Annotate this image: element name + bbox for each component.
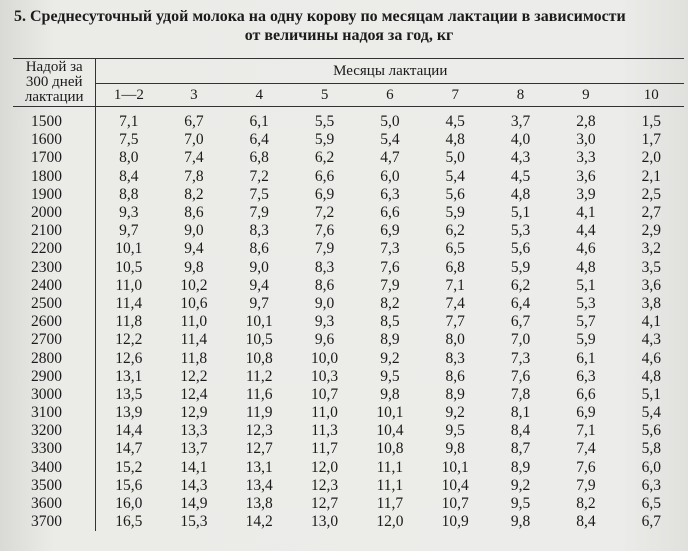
table-header (13, 59, 684, 107)
value-cell: 9,0 (249, 258, 269, 276)
month-header-cell: 6 (386, 86, 394, 103)
value-cell: 11,9 (245, 404, 273, 422)
yield-cell: 2800 (13, 349, 96, 367)
value-cell: 2,7 (641, 204, 661, 222)
value-cell: 9,2 (380, 349, 400, 367)
value-cell: 9,5 (380, 367, 400, 385)
value-cell: 8,0 (445, 331, 465, 349)
value-cell: 6,9 (576, 404, 596, 422)
value-cell: 6,9 (380, 222, 400, 240)
value-cell: 11,4 (180, 331, 208, 349)
value-cell: 12,4 (180, 385, 208, 403)
value-cell: 9,7 (119, 222, 139, 240)
value-cell: 10,1 (376, 404, 404, 422)
value-cell: 7,0 (510, 331, 531, 349)
value-cell: 11,3 (311, 422, 338, 440)
value-cell: 7,6 (510, 367, 531, 385)
value-cell: 10,8 (376, 440, 404, 458)
value-cell: 14,3 (180, 476, 208, 494)
milk-yield-table (13, 58, 684, 531)
value-cell: 5,4 (380, 131, 400, 149)
table-title (14, 7, 684, 45)
table-row (13, 368, 684, 386)
value-cell: 7,2 (249, 167, 269, 185)
value-cell: 4,6 (641, 349, 661, 367)
value-cell: 10,5 (115, 258, 143, 276)
month-header-cell: 1—2 (113, 86, 144, 103)
table-row (13, 295, 684, 313)
value-cell: 12,6 (115, 349, 143, 367)
value-cell: 10,4 (441, 476, 469, 494)
value-cell: 14,4 (115, 422, 143, 440)
value-cell: 7,1 (119, 113, 139, 131)
value-cell: 8,8 (119, 185, 139, 203)
value-cell: 9,8 (445, 440, 465, 458)
value-cell: 4,1 (576, 204, 596, 222)
value-cell: 1,5 (641, 113, 661, 131)
value-cell: 7,3 (510, 349, 531, 367)
value-cell: 13,0 (311, 513, 339, 531)
table-row (13, 131, 684, 149)
value-cell: 6,9 (314, 185, 335, 203)
value-cell: 3,6 (576, 167, 596, 185)
value-cell: 6,7 (184, 113, 204, 131)
value-cell: 8,4 (510, 422, 531, 440)
table-row (13, 422, 684, 440)
yield-header-line: 300 дней (25, 74, 83, 90)
value-cell: 9,8 (510, 513, 531, 531)
value-cell: 2,1 (641, 167, 661, 185)
value-cell: 6,5 (445, 240, 465, 258)
table-row (13, 386, 684, 404)
value-cell: 11,6 (245, 385, 273, 403)
month-header-cell: 7 (451, 86, 459, 103)
yield-cell: 2400 (13, 277, 96, 295)
value-cell: 7,9 (380, 276, 400, 294)
value-cell: 6,7 (510, 313, 531, 331)
value-cell: 10,2 (180, 276, 208, 294)
value-cell: 5,9 (445, 204, 465, 222)
value-cell: 8,9 (445, 385, 465, 403)
value-cell: 5,3 (576, 294, 596, 312)
value-cell: 13,5 (115, 385, 143, 403)
value-cell: 13,9 (115, 404, 143, 422)
value-cell: 8,6 (249, 240, 269, 258)
value-cell: 8,6 (314, 276, 335, 294)
value-cell: 7,8 (184, 167, 204, 185)
value-cell: 9,4 (184, 240, 204, 258)
months-group-header: Месяцы лактации (96, 59, 684, 84)
value-cell: 8,4 (119, 167, 139, 185)
yield-column-header (13, 59, 96, 107)
value-cell: 10,3 (311, 367, 339, 385)
table-row (13, 440, 684, 458)
value-cell: 8,0 (119, 149, 139, 167)
value-cell: 7,7 (445, 313, 465, 331)
value-cell: 12,9 (180, 404, 208, 422)
table-row (13, 259, 684, 277)
value-cell: 6,0 (641, 458, 661, 476)
value-cell: 9,8 (184, 258, 204, 276)
yield-cell: 3500 (13, 477, 96, 495)
value-cell: 13,4 (245, 476, 273, 494)
yield-cell: 2700 (13, 331, 96, 349)
value-cell: 12,7 (311, 495, 339, 513)
value-cell: 5,9 (314, 131, 335, 149)
value-cell: 8,3 (445, 349, 465, 367)
value-cell: 13,1 (245, 458, 273, 476)
yield-cell: 3300 (13, 440, 96, 458)
value-cell: 5,6 (510, 240, 531, 258)
value-cell: 14,7 (115, 440, 143, 458)
value-cell: 4,8 (510, 185, 531, 203)
value-cell: 16,0 (115, 495, 143, 513)
table-row (13, 477, 684, 495)
table-row (13, 240, 684, 258)
value-cell: 5,8 (641, 440, 661, 458)
yield-cell: 2900 (13, 368, 96, 386)
value-cell: 6,3 (576, 367, 596, 385)
table-row (13, 513, 684, 531)
value-cell: 6,1 (576, 349, 596, 367)
value-cell: 12,0 (311, 458, 339, 476)
yield-header-line: лактации (24, 89, 84, 105)
value-cell: 15,2 (115, 458, 143, 476)
value-cell: 10,7 (311, 385, 339, 403)
value-cell: 3,2 (641, 240, 661, 258)
value-cell: 11,2 (245, 367, 273, 385)
value-cell: 10,0 (311, 349, 339, 367)
value-cell: 10,6 (180, 294, 208, 312)
value-cell: 7,6 (380, 258, 400, 276)
value-cell: 14,9 (180, 495, 208, 513)
yield-cell: 3000 (13, 386, 96, 404)
table-row (13, 186, 684, 204)
value-cell: 9,2 (445, 404, 465, 422)
yield-cell: 3700 (13, 513, 96, 531)
value-cell: 3,9 (576, 185, 596, 203)
value-cell: 4,0 (510, 131, 531, 149)
yield-cell: 1900 (13, 186, 96, 204)
table-row (13, 107, 684, 132)
value-cell: 8,9 (380, 331, 400, 349)
value-cell: 8,3 (314, 258, 335, 276)
yield-cell: 2300 (13, 259, 96, 277)
value-cell: 6,0 (380, 167, 400, 185)
value-cell: 2,5 (641, 185, 661, 203)
yield-cell: 3200 (13, 422, 96, 440)
value-cell: 7,6 (314, 222, 335, 240)
yield-cell: 2000 (13, 204, 96, 222)
value-cell: 3,0 (576, 131, 596, 149)
table-row (13, 149, 684, 167)
yield-cell: 1500 (13, 107, 96, 132)
value-cell: 4,8 (641, 367, 661, 385)
value-cell: 12,3 (311, 476, 339, 494)
value-cell: 11,8 (180, 349, 208, 367)
value-cell: 11,7 (376, 495, 404, 513)
table-row (13, 495, 684, 513)
value-cell: 4,7 (380, 149, 400, 167)
month-header-row (13, 84, 684, 107)
yield-cell: 1800 (13, 168, 96, 186)
value-cell: 5,1 (641, 385, 661, 403)
value-cell: 5,3 (510, 222, 531, 240)
value-cell: 7,9 (576, 476, 596, 494)
value-cell: 7,9 (249, 204, 269, 222)
value-cell: 12,2 (115, 331, 143, 349)
value-cell: 6,2 (445, 222, 465, 240)
value-cell: 7,4 (184, 149, 204, 167)
value-cell: 6,6 (380, 204, 400, 222)
value-cell: 6,6 (314, 167, 335, 185)
value-cell: 1,7 (641, 131, 661, 149)
value-cell: 7,1 (576, 422, 596, 440)
value-cell: 10,1 (441, 458, 469, 476)
value-cell: 13,3 (180, 422, 208, 440)
month-header-cell: 3 (190, 86, 198, 103)
value-cell: 8,2 (184, 185, 204, 203)
value-cell: 2,8 (576, 113, 596, 131)
value-cell: 9,3 (314, 313, 335, 331)
value-cell: 7,6 (576, 458, 596, 476)
value-cell: 9,0 (184, 222, 204, 240)
value-cell: 3,3 (576, 149, 596, 167)
title-line-2: от величины надоя за год, кг (244, 27, 454, 44)
value-cell: 7,5 (119, 131, 139, 149)
value-cell: 9,2 (510, 476, 531, 494)
table-row (13, 349, 684, 367)
value-cell: 6,2 (314, 149, 335, 167)
value-cell: 10,1 (245, 313, 273, 331)
value-cell: 11,0 (115, 276, 143, 294)
yield-cell: 1700 (13, 149, 96, 167)
table-row (13, 459, 684, 477)
value-cell: 5,4 (641, 404, 661, 422)
value-cell: 5,0 (445, 149, 465, 167)
yield-cell: 2200 (13, 240, 96, 258)
month-header-cell: 9 (582, 86, 590, 103)
value-cell: 11,1 (376, 476, 404, 494)
value-cell: 11,0 (180, 313, 208, 331)
month-header-cell: 5 (320, 86, 329, 103)
table-row (13, 204, 684, 222)
value-cell: 4,3 (510, 149, 531, 167)
value-cell: 10,7 (441, 495, 469, 513)
value-cell: 9,4 (249, 276, 269, 294)
value-cell: 14,2 (245, 513, 273, 531)
value-cell: 4,4 (576, 222, 596, 240)
value-cell: 3,8 (641, 294, 661, 312)
value-cell: 7,3 (380, 240, 400, 258)
value-cell: 7,1 (445, 276, 465, 294)
value-cell: 6,3 (641, 476, 661, 494)
yield-cell: 2100 (13, 222, 96, 240)
value-cell: 12,3 (245, 422, 273, 440)
value-cell: 5,7 (576, 313, 596, 331)
value-cell: 11,4 (115, 294, 143, 312)
value-cell: 7,5 (249, 185, 269, 203)
value-cell: 7,9 (314, 240, 335, 258)
yield-cell: 3400 (13, 459, 96, 477)
value-cell: 4,5 (510, 167, 531, 185)
table-row (13, 277, 684, 295)
value-cell: 8,2 (380, 294, 400, 312)
value-cell: 7,4 (576, 440, 596, 458)
yield-cell: 2500 (13, 295, 96, 313)
value-cell: 8,7 (510, 440, 531, 458)
value-cell: 5,6 (641, 422, 661, 440)
value-cell: 7,2 (314, 204, 335, 222)
yield-cell: 3600 (13, 495, 96, 513)
value-cell: 13,1 (115, 367, 143, 385)
value-cell: 16,5 (115, 513, 143, 531)
table-row (13, 331, 684, 349)
value-cell: 6,8 (249, 149, 269, 167)
value-cell: 8,6 (184, 204, 204, 222)
value-cell: 5,6 (445, 185, 465, 203)
value-cell: 14,1 (180, 458, 208, 476)
value-cell: 13,7 (180, 440, 208, 458)
value-cell: 6,7 (641, 513, 661, 531)
value-cell: 6,4 (510, 294, 531, 312)
yield-cell: 1600 (13, 131, 96, 149)
value-cell: 3,7 (510, 113, 531, 131)
value-cell: 12,7 (245, 440, 273, 458)
month-header-cell: 4 (255, 86, 263, 103)
value-cell: 11,1 (376, 458, 404, 476)
value-cell: 9,6 (314, 331, 335, 349)
value-cell: 5,0 (380, 113, 400, 131)
value-cell: 11,0 (311, 404, 338, 422)
value-cell: 10,4 (376, 422, 404, 440)
value-cell: 5,1 (576, 276, 596, 294)
value-cell: 3,6 (641, 276, 661, 294)
value-cell: 6,4 (249, 131, 269, 149)
value-cell: 9,5 (445, 422, 465, 440)
table-row (13, 222, 684, 240)
month-header-cell: 8 (516, 86, 525, 103)
value-cell: 4,6 (576, 240, 596, 258)
value-cell: 15,6 (115, 476, 143, 494)
value-cell: 9,0 (314, 294, 335, 312)
value-cell: 4,8 (445, 131, 465, 149)
value-cell: 8,3 (249, 222, 269, 240)
value-cell: 12,2 (180, 367, 208, 385)
value-cell: 10,1 (115, 240, 143, 258)
value-cell: 6,2 (510, 276, 531, 294)
value-cell: 7,4 (445, 294, 465, 312)
value-cell: 8,2 (576, 495, 596, 513)
value-cell: 2,9 (641, 222, 661, 240)
value-cell: 8,4 (576, 513, 596, 531)
value-cell: 9,7 (249, 294, 269, 312)
value-cell: 6,8 (445, 258, 465, 276)
value-cell: 8,1 (510, 404, 531, 422)
yield-header-line: Надой за (25, 59, 83, 75)
table-row (13, 168, 684, 186)
value-cell: 9,3 (119, 204, 139, 222)
title-line-1: 5. Среднесуточный удой молока на одну корову по месяцам лактации в зависимости (14, 8, 626, 25)
value-cell: 5,1 (510, 204, 531, 222)
value-cell: 6,3 (380, 185, 400, 203)
value-cell: 5,9 (510, 258, 531, 276)
value-cell: 12,0 (376, 513, 404, 531)
value-cell: 4,3 (641, 331, 661, 349)
value-cell: 11,8 (115, 313, 143, 331)
value-cell: 10,5 (245, 331, 273, 349)
value-cell: 15,3 (180, 513, 208, 531)
yield-cell: 3100 (13, 404, 96, 422)
value-cell: 11,7 (311, 440, 338, 458)
value-cell: 4,5 (445, 113, 465, 131)
table-row (13, 313, 684, 331)
value-cell: 6,5 (641, 495, 661, 513)
value-cell: 7,0 (184, 131, 204, 149)
value-cell: 10,9 (441, 513, 469, 531)
value-cell: 2,0 (641, 149, 661, 167)
value-cell: 8,5 (380, 313, 400, 331)
value-cell: 6,1 (249, 113, 269, 131)
month-header-cell: 10 (643, 86, 659, 103)
value-cell: 8,9 (510, 458, 531, 476)
value-cell: 5,4 (445, 167, 465, 185)
value-cell: 4,1 (641, 313, 661, 331)
value-cell: 9,5 (510, 495, 531, 513)
value-cell: 8,6 (445, 367, 465, 385)
yield-cell: 2600 (13, 313, 96, 331)
value-cell: 9,8 (380, 385, 400, 403)
table-row (13, 404, 684, 422)
value-cell: 6,6 (576, 385, 596, 403)
table-body (13, 107, 684, 532)
value-cell: 13,8 (245, 495, 273, 513)
value-cell: 3,5 (641, 258, 661, 276)
value-cell: 10,8 (245, 349, 273, 367)
value-cell: 5,5 (314, 113, 335, 131)
value-cell: 5,9 (576, 331, 596, 349)
value-cell: 7,8 (510, 385, 531, 403)
value-cell: 4,8 (576, 258, 596, 276)
